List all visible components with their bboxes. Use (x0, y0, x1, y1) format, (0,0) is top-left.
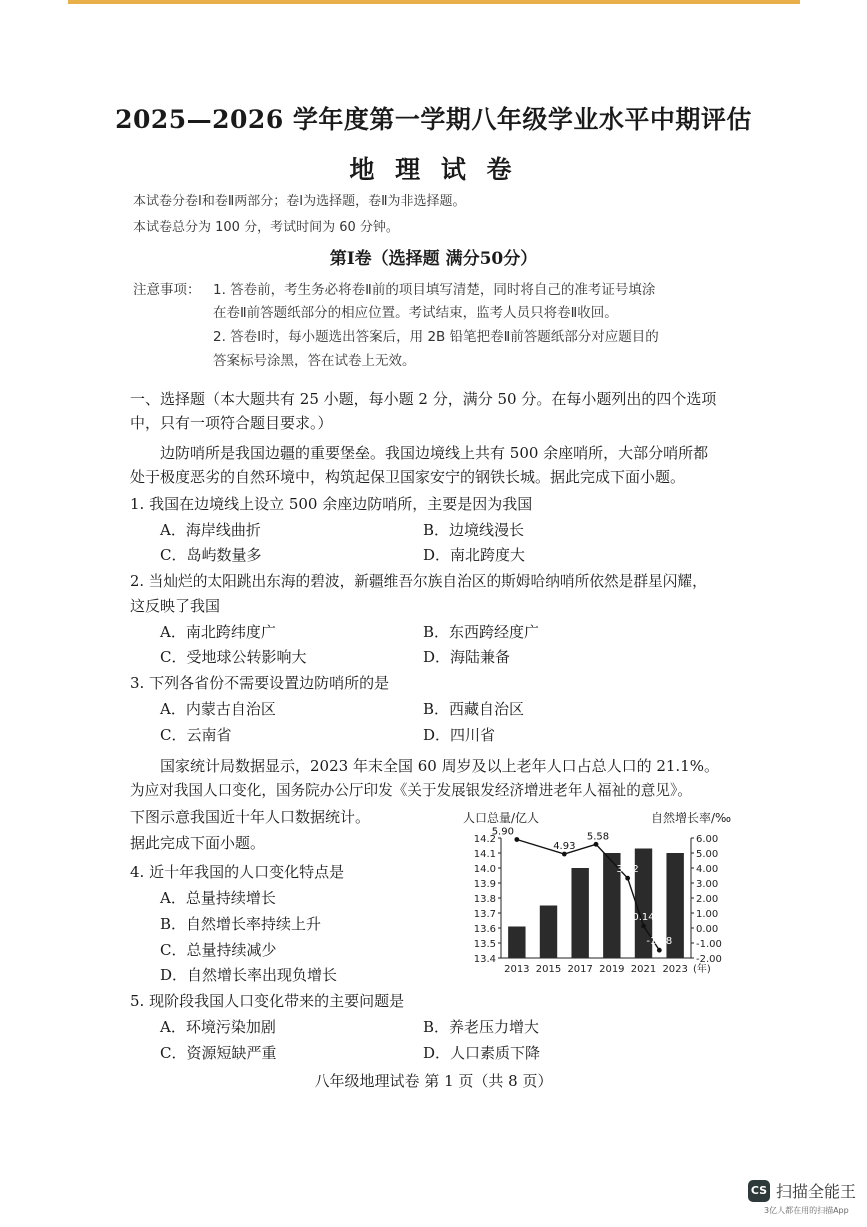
notice-1b: 在卷Ⅱ前答题纸部分的相应位置。考试结束，监考人员只将卷Ⅱ收回。 (213, 305, 618, 321)
exam-title: 2025—2026 学年度第一学期八年级学业水平中期评估 (115, 105, 752, 134)
q5-option-d: D．人口素质下降 (423, 1044, 541, 1062)
chart-bar (508, 927, 525, 959)
passage2-c: 下图示意我国近十年人口数据统计。 (130, 808, 371, 826)
q1-option-b: B．边境线漫长 (423, 521, 525, 539)
chart-left-tick-label: 14.0 (473, 864, 496, 875)
chart-growth-label: 5.90 (491, 826, 514, 838)
q3-option-a: A．内蒙古自治区 (160, 700, 276, 718)
chart-growth-point (594, 842, 599, 847)
chart-left-tick-label: 13.7 (473, 909, 496, 920)
page-footer: 八年级地理试卷 第 1 页（共 8 页） (314, 1072, 553, 1090)
chart-right-tick-label: 3.00 (696, 879, 719, 890)
part1-intro-b: 中，只有一项符合题目要求。） (130, 414, 333, 432)
q2-option-d: D．海陆兼备 (423, 648, 511, 666)
notice-2b: 答案标号涂黑，答在试卷上无效。 (213, 353, 416, 369)
chart-left-tick-label: 13.9 (473, 879, 496, 890)
chart-growth-label: 5.58 (586, 831, 610, 843)
chart-bar (540, 906, 557, 959)
chart-x-unit: (年) (693, 964, 711, 975)
chart-right-tick-label: -1.00 (696, 939, 722, 950)
chart-x-tick-label: 2017 (567, 964, 593, 975)
notice-2a: 2. 答卷Ⅰ时，每小题选出答案后，用 2B 铅笔把卷Ⅱ前答题纸部分对应题目的 (213, 329, 659, 345)
q2-option-a: A．南北跨纬度广 (160, 623, 276, 641)
q2-option-b: B．东西跨经度广 (423, 623, 540, 641)
camscanner-logo: CS (748, 1180, 770, 1202)
chart-right-tick-label: 5.00 (696, 849, 719, 860)
exam-info-2: 本试卷总分为 100 分，考试时间为 60 分钟。 (133, 220, 399, 235)
passage2-a: 国家统计局数据显示，2023 年末全国 60 周岁及以上老年人口占总人口的 21.1%。 (160, 757, 719, 775)
chart-right-tick-label: 2.00 (696, 894, 719, 905)
chart-left-tick-label: 14.1 (473, 849, 496, 860)
scan-top-edge (68, 0, 800, 4)
chart-growth-point (641, 924, 646, 929)
q2-option-c: C．受地球公转影响大 (160, 648, 307, 666)
chart-left-tick-label: 13.8 (473, 894, 496, 905)
chart-growth-point (657, 948, 662, 953)
q3-stem: 3. 下列各省份不需要设置边防哨所的是 (130, 674, 390, 692)
q3-option-c: C．云南省 (160, 726, 232, 744)
q5-option-c: C．资源短缺严重 (160, 1044, 277, 1062)
chart-growth-label: 4.93 (553, 841, 576, 853)
passage1-b: 处于极度恶劣的自然环境中，构筑起保卫国家安宁的钢铁长城。据此完成下面小题。 (130, 468, 686, 486)
q5-option-b: B．养老压力增大 (423, 1018, 540, 1036)
chart-growth-point (625, 876, 630, 881)
chart-bar (571, 868, 588, 958)
exam-info-1: 本试卷分卷Ⅰ和卷Ⅱ两部分；卷Ⅰ为选择题，卷Ⅱ为非选择题。 (133, 194, 466, 209)
exam-subject: 地 理 试 卷 (349, 155, 518, 184)
q4-stem: 4. 近十年我国的人口变化特点是 (130, 863, 345, 881)
q5-stem: 5. 现阶段我国人口变化带来的主要问题是 (130, 992, 405, 1010)
chart-right-tick-label: 4.00 (696, 864, 719, 875)
part1-intro-a: 一、选择题（本大题共有 25 小题，每小题 2 分，满分 50 分。在每小题列出的四个选项 (130, 390, 717, 408)
q1-option-d: D．南北跨度大 (423, 546, 526, 564)
chart-x-tick-label: 2021 (630, 964, 657, 975)
chart-growth-label: 3.32 (616, 864, 639, 876)
chart-left-axis-title: 人口总量/亿人 (463, 811, 540, 825)
chart-right-tick-label: 0.00 (696, 924, 719, 935)
chart-right-tick-label: 1.00 (696, 909, 719, 920)
chart-left-tick-label: 13.6 (473, 924, 496, 935)
q3-option-b: B．西藏自治区 (423, 700, 525, 718)
section-title: 第Ⅰ卷（选择题 满分50分） (329, 249, 538, 269)
q4-option-d: D．自然增长率出现负增长 (160, 966, 338, 984)
chart-growth-label: 0.14 (632, 911, 655, 923)
camscanner-name: 扫描全能王 (776, 1182, 857, 1201)
notice-1a: 1. 答卷前，考生务必将卷Ⅱ前的项目填写清楚，同时将自己的准考证号填涂 (213, 282, 656, 298)
camscanner-tagline: 3亿人都在用的扫描App (764, 1206, 849, 1215)
q4-option-a: A．总量持续增长 (160, 889, 276, 907)
q1-stem: 1. 我国在边境线上设立 500 余座边防哨所，主要是因为我国 (130, 495, 533, 513)
chart-right-axis-title: 自然增长率/‰ (651, 811, 732, 825)
q5-option-a: A．环境污染加剧 (160, 1018, 276, 1036)
chart-left-tick-label: 13.4 (473, 954, 496, 965)
population-chart (455, 808, 745, 980)
notice-label: 注意事项： (133, 282, 201, 298)
chart-right-tick-label: -2.00 (696, 954, 722, 965)
chart-x-tick-label: 2013 (504, 964, 530, 975)
q4-option-c: C．总量持续减少 (160, 941, 277, 959)
chart-right-tick-label: 6.00 (696, 834, 719, 845)
passage2-b: 为应对我国人口变化，国务院办公厅印发《关于发展银发经济增进老年人福祉的意见》。 (130, 782, 692, 799)
passage2-d: 据此完成下面小题。 (130, 834, 266, 852)
q2-stem-a: 2. 当灿烂的太阳跳出东海的碧波，新疆维吾尔族自治区的斯姆哈纳哨所依然是群星闪耀， (130, 573, 707, 590)
chart-x-tick-label: 2023 (662, 964, 688, 975)
q1-option-a: A．海岸线曲折 (160, 521, 261, 539)
chart-growth-point (514, 837, 519, 842)
q1-option-c: C．岛屿数量多 (160, 546, 262, 564)
chart-x-tick-label: 2015 (535, 964, 562, 975)
chart-x-tick-label: 2019 (599, 964, 625, 975)
passage1-a: 边防哨所是我国边疆的重要堡垒。我国边境线上共有 500 余座哨所，大部分哨所都 (160, 444, 709, 462)
q2-stem-b: 这反映了我国 (130, 597, 221, 615)
chart-left-tick-label: 14.2 (473, 834, 496, 845)
q3-option-d: D．四川省 (423, 726, 496, 744)
q4-option-b: B．自然增长率持续上升 (160, 915, 322, 933)
chart-growth-label: -1.48 (646, 936, 673, 948)
chart-growth-point (562, 852, 567, 857)
chart-left-tick-label: 13.5 (473, 939, 496, 950)
